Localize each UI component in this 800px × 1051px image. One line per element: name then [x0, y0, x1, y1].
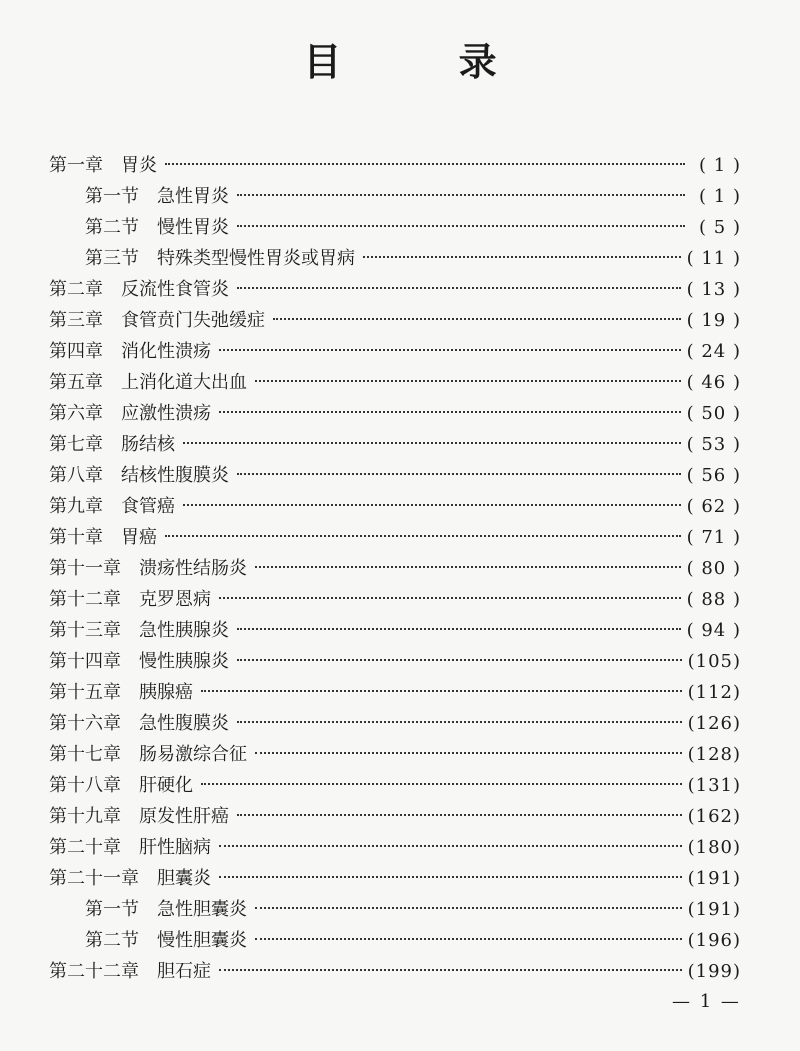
toc-entry-number: 第二十二章	[49, 961, 139, 982]
toc-entry-title: 肠易激综合征	[139, 744, 247, 765]
toc-entry-page: (131)	[687, 775, 741, 796]
dot-leader	[165, 163, 685, 165]
dot-leader	[237, 473, 681, 475]
toc-chapter-entry	[49, 150, 741, 181]
toc-entry-number: 第十八章	[49, 775, 121, 796]
toc-chapter-entry	[49, 956, 741, 987]
toc-chapter-entry	[49, 615, 741, 646]
toc-chapter-entry	[49, 553, 741, 584]
toc-entry-page: (180)	[687, 837, 741, 858]
dot-leader	[219, 876, 682, 878]
toc-entry-page: ( 53 )	[686, 434, 741, 455]
dot-leader	[183, 442, 681, 444]
toc-entry-title: 慢性胃炎	[157, 217, 229, 238]
toc-entry-page: (162)	[687, 806, 741, 827]
toc-entry-title: 胆囊炎	[157, 868, 211, 889]
toc-chapter-entry	[49, 739, 741, 770]
dot-leader	[273, 318, 681, 320]
toc-entry-title: 克罗恩病	[139, 589, 211, 610]
toc-chapter-entry	[49, 522, 741, 553]
dot-leader	[183, 504, 681, 506]
toc-entry-page: ( 24 )	[686, 341, 741, 362]
toc-chapter-entry	[49, 584, 741, 615]
toc-chapter-entry	[49, 770, 741, 801]
toc-entry-number: 第十章	[49, 527, 103, 548]
toc-entry-page: (199)	[687, 961, 741, 982]
toc-entry-title: 慢性胰腺炎	[139, 651, 229, 672]
toc-entry-page: (191)	[687, 899, 741, 920]
dot-leader	[237, 814, 682, 816]
toc-entry-title: 胃癌	[121, 527, 157, 548]
toc-section-entry	[49, 212, 741, 243]
toc-entry-number: 第二章	[49, 279, 103, 300]
toc-entry-title: 上消化道大出血	[121, 372, 247, 393]
toc-entry-number: 第九章	[49, 496, 103, 517]
dot-leader	[255, 380, 681, 382]
toc-entry-title: 溃疡性结肠炎	[139, 558, 247, 579]
dot-leader	[363, 256, 681, 258]
toc-chapter-entry	[49, 677, 741, 708]
toc-chapter-entry	[49, 274, 741, 305]
toc-entry-title: 特殊类型慢性胃炎或胃病	[157, 248, 355, 269]
toc-chapter-entry	[49, 646, 741, 677]
toc-entry-number: 第三节	[85, 248, 139, 269]
page-title: 目 录	[303, 40, 549, 84]
toc-entry-number: 第十九章	[49, 806, 121, 827]
dot-leader	[219, 411, 681, 413]
toc-chapter-entry	[49, 367, 741, 398]
toc-chapter-entry	[49, 491, 741, 522]
toc-entry-page: (105)	[687, 651, 741, 672]
toc-chapter-entry	[49, 801, 741, 832]
toc-chapter-entry	[49, 832, 741, 863]
dot-leader	[165, 535, 681, 537]
dot-leader	[237, 194, 685, 196]
toc-chapter-entry	[49, 398, 741, 429]
toc-entry-title: 急性腹膜炎	[139, 713, 229, 734]
dot-leader	[219, 969, 682, 971]
toc-entry-number: 第二十章	[49, 837, 121, 858]
toc-entry-page: ( 71 )	[686, 527, 741, 548]
toc-entry-page: ( 19 )	[686, 310, 741, 331]
toc-section-entry	[49, 925, 741, 956]
dot-leader	[255, 566, 681, 568]
toc-entry-title: 肠结核	[121, 434, 175, 455]
dot-leader	[201, 783, 682, 785]
dot-leader	[237, 225, 685, 227]
toc-entry-number: 第十六章	[49, 713, 121, 734]
toc-entry-number: 第三章	[49, 310, 103, 331]
toc-entry-title: 消化性溃疡	[121, 341, 211, 362]
dot-leader	[255, 752, 682, 754]
table-of-contents	[49, 150, 741, 987]
toc-section-entry	[49, 894, 741, 925]
toc-entry-number: 第七章	[49, 434, 103, 455]
toc-entry-page: (128)	[687, 744, 741, 765]
dot-leader	[219, 349, 681, 351]
toc-entry-page: ( 88 )	[686, 589, 741, 610]
toc-entry-number: 第十七章	[49, 744, 121, 765]
toc-entry-title: 急性胆囊炎	[157, 899, 247, 920]
toc-chapter-entry	[49, 429, 741, 460]
toc-entry-number: 第十三章	[49, 620, 121, 641]
toc-entry-page: ( 13 )	[686, 279, 741, 300]
toc-entry-number: 第八章	[49, 465, 103, 486]
toc-entry-page: ( 5 )	[699, 217, 741, 238]
toc-entry-title: 急性胃炎	[157, 186, 229, 207]
toc-entry-number: 第一节	[85, 186, 139, 207]
dot-leader	[255, 907, 682, 909]
toc-entry-title: 胰腺癌	[139, 682, 193, 703]
toc-entry-page: (126)	[687, 713, 741, 734]
toc-entry-page: ( 94 )	[686, 620, 741, 641]
toc-entry-number: 第二节	[85, 217, 139, 238]
dot-leader	[201, 690, 682, 692]
dot-leader	[237, 659, 682, 661]
toc-entry-page: ( 1 )	[699, 186, 741, 207]
toc-chapter-entry	[49, 305, 741, 336]
dot-leader	[219, 845, 682, 847]
toc-entry-title: 应激性溃疡	[121, 403, 211, 424]
toc-entry-number: 第十五章	[49, 682, 121, 703]
toc-entry-title: 原发性肝癌	[139, 806, 229, 827]
toc-entry-title: 食管癌	[121, 496, 175, 517]
toc-entry-title: 结核性腹膜炎	[121, 465, 229, 486]
dot-leader	[237, 628, 681, 630]
toc-entry-number: 第十二章	[49, 589, 121, 610]
toc-section-entry	[49, 181, 741, 212]
toc-chapter-entry	[49, 863, 741, 894]
toc-entry-title: 食管贲门失弛缓症	[121, 310, 265, 331]
toc-entry-page: (196)	[687, 930, 741, 951]
toc-entry-title: 胃炎	[121, 155, 157, 176]
dot-leader	[255, 938, 682, 940]
toc-entry-number: 第十一章	[49, 558, 121, 579]
toc-entry-title: 慢性胆囊炎	[157, 930, 247, 951]
toc-entry-page: (112)	[687, 682, 741, 703]
toc-entry-number: 第四章	[49, 341, 103, 362]
toc-entry-number: 第二节	[85, 930, 139, 951]
toc-entry-number: 第十四章	[49, 651, 121, 672]
toc-entry-number: 第二十一章	[49, 868, 139, 889]
toc-chapter-entry	[49, 708, 741, 739]
toc-entry-number: 第六章	[49, 403, 103, 424]
toc-entry-title: 肝硬化	[139, 775, 193, 796]
dot-leader	[237, 721, 682, 723]
toc-entry-title: 肝性脑病	[139, 837, 211, 858]
toc-section-entry	[49, 243, 741, 274]
toc-entry-page: ( 62 )	[686, 496, 741, 517]
page-number: — 1 —	[672, 991, 741, 1012]
dot-leader	[237, 287, 681, 289]
toc-entry-page: ( 46 )	[686, 372, 741, 393]
toc-chapter-entry	[49, 336, 741, 367]
toc-entry-title: 反流性食管炎	[121, 279, 229, 300]
toc-entry-number: 第一章	[49, 155, 103, 176]
toc-entry-page: ( 56 )	[686, 465, 741, 486]
toc-entry-number: 第一节	[85, 899, 139, 920]
dot-leader	[219, 597, 681, 599]
toc-entry-page: ( 1 )	[699, 155, 741, 176]
toc-entry-page: ( 80 )	[686, 558, 741, 579]
toc-entry-title: 急性胰腺炎	[139, 620, 229, 641]
toc-entry-page: (191)	[687, 868, 741, 889]
toc-chapter-entry	[49, 460, 741, 491]
toc-entry-page: ( 50 )	[686, 403, 741, 424]
toc-entry-number: 第五章	[49, 372, 103, 393]
toc-entry-page: ( 11 )	[686, 248, 741, 269]
toc-entry-title: 胆石症	[157, 961, 211, 982]
